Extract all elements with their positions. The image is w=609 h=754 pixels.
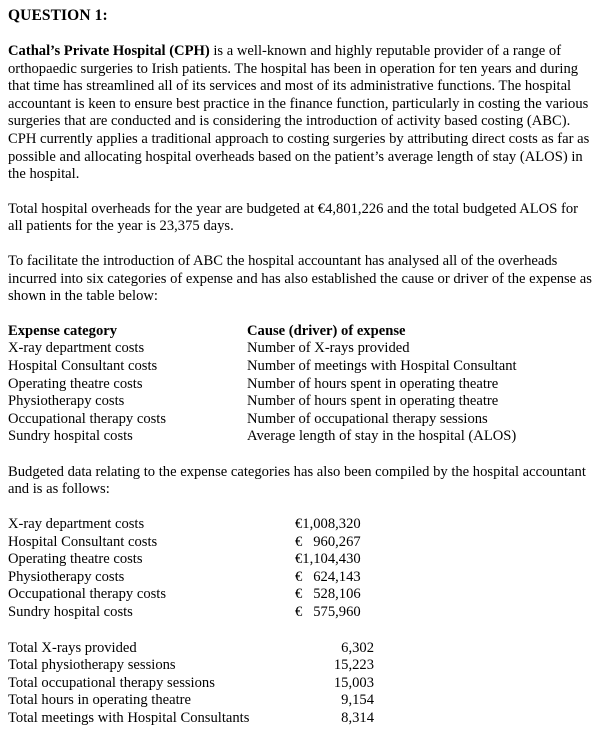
abc-paragraph: To facilitate the introduction of ABC the hospital accountant has analysed all of the overheads incurred into six categories of expense and has also established the cause or driver of the expense as shown in the table below: <box>8 252 592 305</box>
budgeted-quantities-list <box>8 640 374 728</box>
expense-category-cell: X-ray department costs <box>8 340 145 357</box>
expense-category-cell: Hospital Consultant costs <box>8 357 158 374</box>
intro-paragraph-body: is a well-known and highly reputable provider of a range of orthopaedic surgeries to Irish patients. The hospital has been in operation for ten years and during that time has streamlined all of its services and most of its administrative functions. The hospital accountant is keen to ensure best practice in the finance function, particularly in costing the various surgeries that are conducted and is considering the introduction of activity based costing (ABC). CPH currently applies a traditional approach to costing surgeries by attributing direct costs as far as possible and allocating hospital overheads based on the patient’s average length of stay (ALOS) in the hospital. <box>8 43 590 183</box>
cost-amount: €1,104,430 <box>295 551 361 568</box>
expense-driver-cell: Number of X-rays provided <box>247 340 410 357</box>
expense-category-cell: Sundry hospital costs <box>8 428 133 445</box>
cost-label: X-ray department costs <box>8 516 145 533</box>
quantity-list-body <box>8 640 374 728</box>
quantity-value: 8,314 <box>341 710 374 726</box>
quantity-label: Total X-rays provided <box>8 639 137 656</box>
cost-list-body <box>8 516 361 622</box>
cost-amount: € 575,960 <box>295 604 361 621</box>
cost-label: Occupational therapy costs <box>8 586 167 603</box>
cost-amount: € 960,267 <box>295 533 361 550</box>
quantity-value: 9,154 <box>341 692 374 709</box>
quantity-value: 6,302 <box>341 639 374 656</box>
expense-driver-cell: Number of occupational therapy sessions <box>247 410 488 427</box>
expense-category-cell: Occupational therapy costs <box>8 410 167 427</box>
header-expense-category: Expense category <box>8 322 118 339</box>
cost-amount: € 624,143 <box>295 568 361 585</box>
table-row <box>8 376 601 394</box>
list-item <box>8 657 374 675</box>
list-item <box>8 534 361 552</box>
list-item <box>8 586 361 604</box>
list-separator <box>8 622 601 640</box>
cost-label: Physiotherapy costs <box>8 568 125 585</box>
cost-label: Hospital Consultant costs <box>8 533 158 550</box>
expense-driver-cell: Number of hours spent in operating theatre <box>247 393 499 410</box>
cost-amount: €1,008,320 <box>295 516 361 533</box>
intro-paragraph <box>8 43 593 184</box>
table-row <box>8 411 601 429</box>
list-item <box>8 516 361 534</box>
budgeted-costs-list <box>8 516 361 622</box>
expense-driver-table <box>8 323 601 446</box>
table-header-row <box>8 323 601 341</box>
expense-category-cell: Operating theatre costs <box>8 375 143 392</box>
table-row <box>8 428 601 446</box>
quantity-label: Total hours in operating theatre <box>8 692 191 709</box>
budget-paragraph: Budgeted data relating to the expense categories has also been compiled by the hospital accountant and is as follows: <box>8 463 586 498</box>
expense-driver-cell: Average length of stay in the hospital (ALOS) <box>247 428 517 445</box>
list-item <box>8 692 374 710</box>
cost-label: Sundry hospital costs <box>8 604 133 621</box>
quantity-value: 15,003 <box>333 674 374 691</box>
list-item <box>8 675 374 693</box>
list-item <box>8 569 361 587</box>
page-title: QUESTION 1: <box>8 7 108 24</box>
quantity-label: Total occupational therapy sessions <box>8 674 215 691</box>
list-item <box>8 604 361 622</box>
quantity-value: 15,223 <box>333 657 374 674</box>
company-name: Cathal’s Private Hospital (CPH) <box>8 43 210 59</box>
table-row <box>8 358 601 376</box>
quantity-label: Total physiotherapy sessions <box>8 657 176 674</box>
cost-amount: € 528,106 <box>295 586 361 603</box>
list-item <box>8 710 374 728</box>
list-item <box>8 640 374 658</box>
cost-label: Operating theatre costs <box>8 551 143 568</box>
list-item <box>8 551 361 569</box>
table-row <box>8 393 601 411</box>
quantity-label: Total meetings with Hospital Consultants <box>8 710 250 726</box>
expense-category-cell: Physiotherapy costs <box>8 393 125 410</box>
table-row <box>8 340 601 358</box>
overheads-paragraph: Total hospital overheads for the year are budgeted at €4,801,226 and the total budgeted ALOS for all patients for the year is 23,375 days. <box>8 200 578 235</box>
header-cause-of-expense: Cause (driver) of expense <box>247 322 406 339</box>
driver-table-body <box>8 323 601 446</box>
expense-driver-cell: Number of meetings with Hospital Consultant <box>247 357 517 374</box>
expense-driver-cell: Number of hours spent in operating theatre <box>247 375 499 392</box>
